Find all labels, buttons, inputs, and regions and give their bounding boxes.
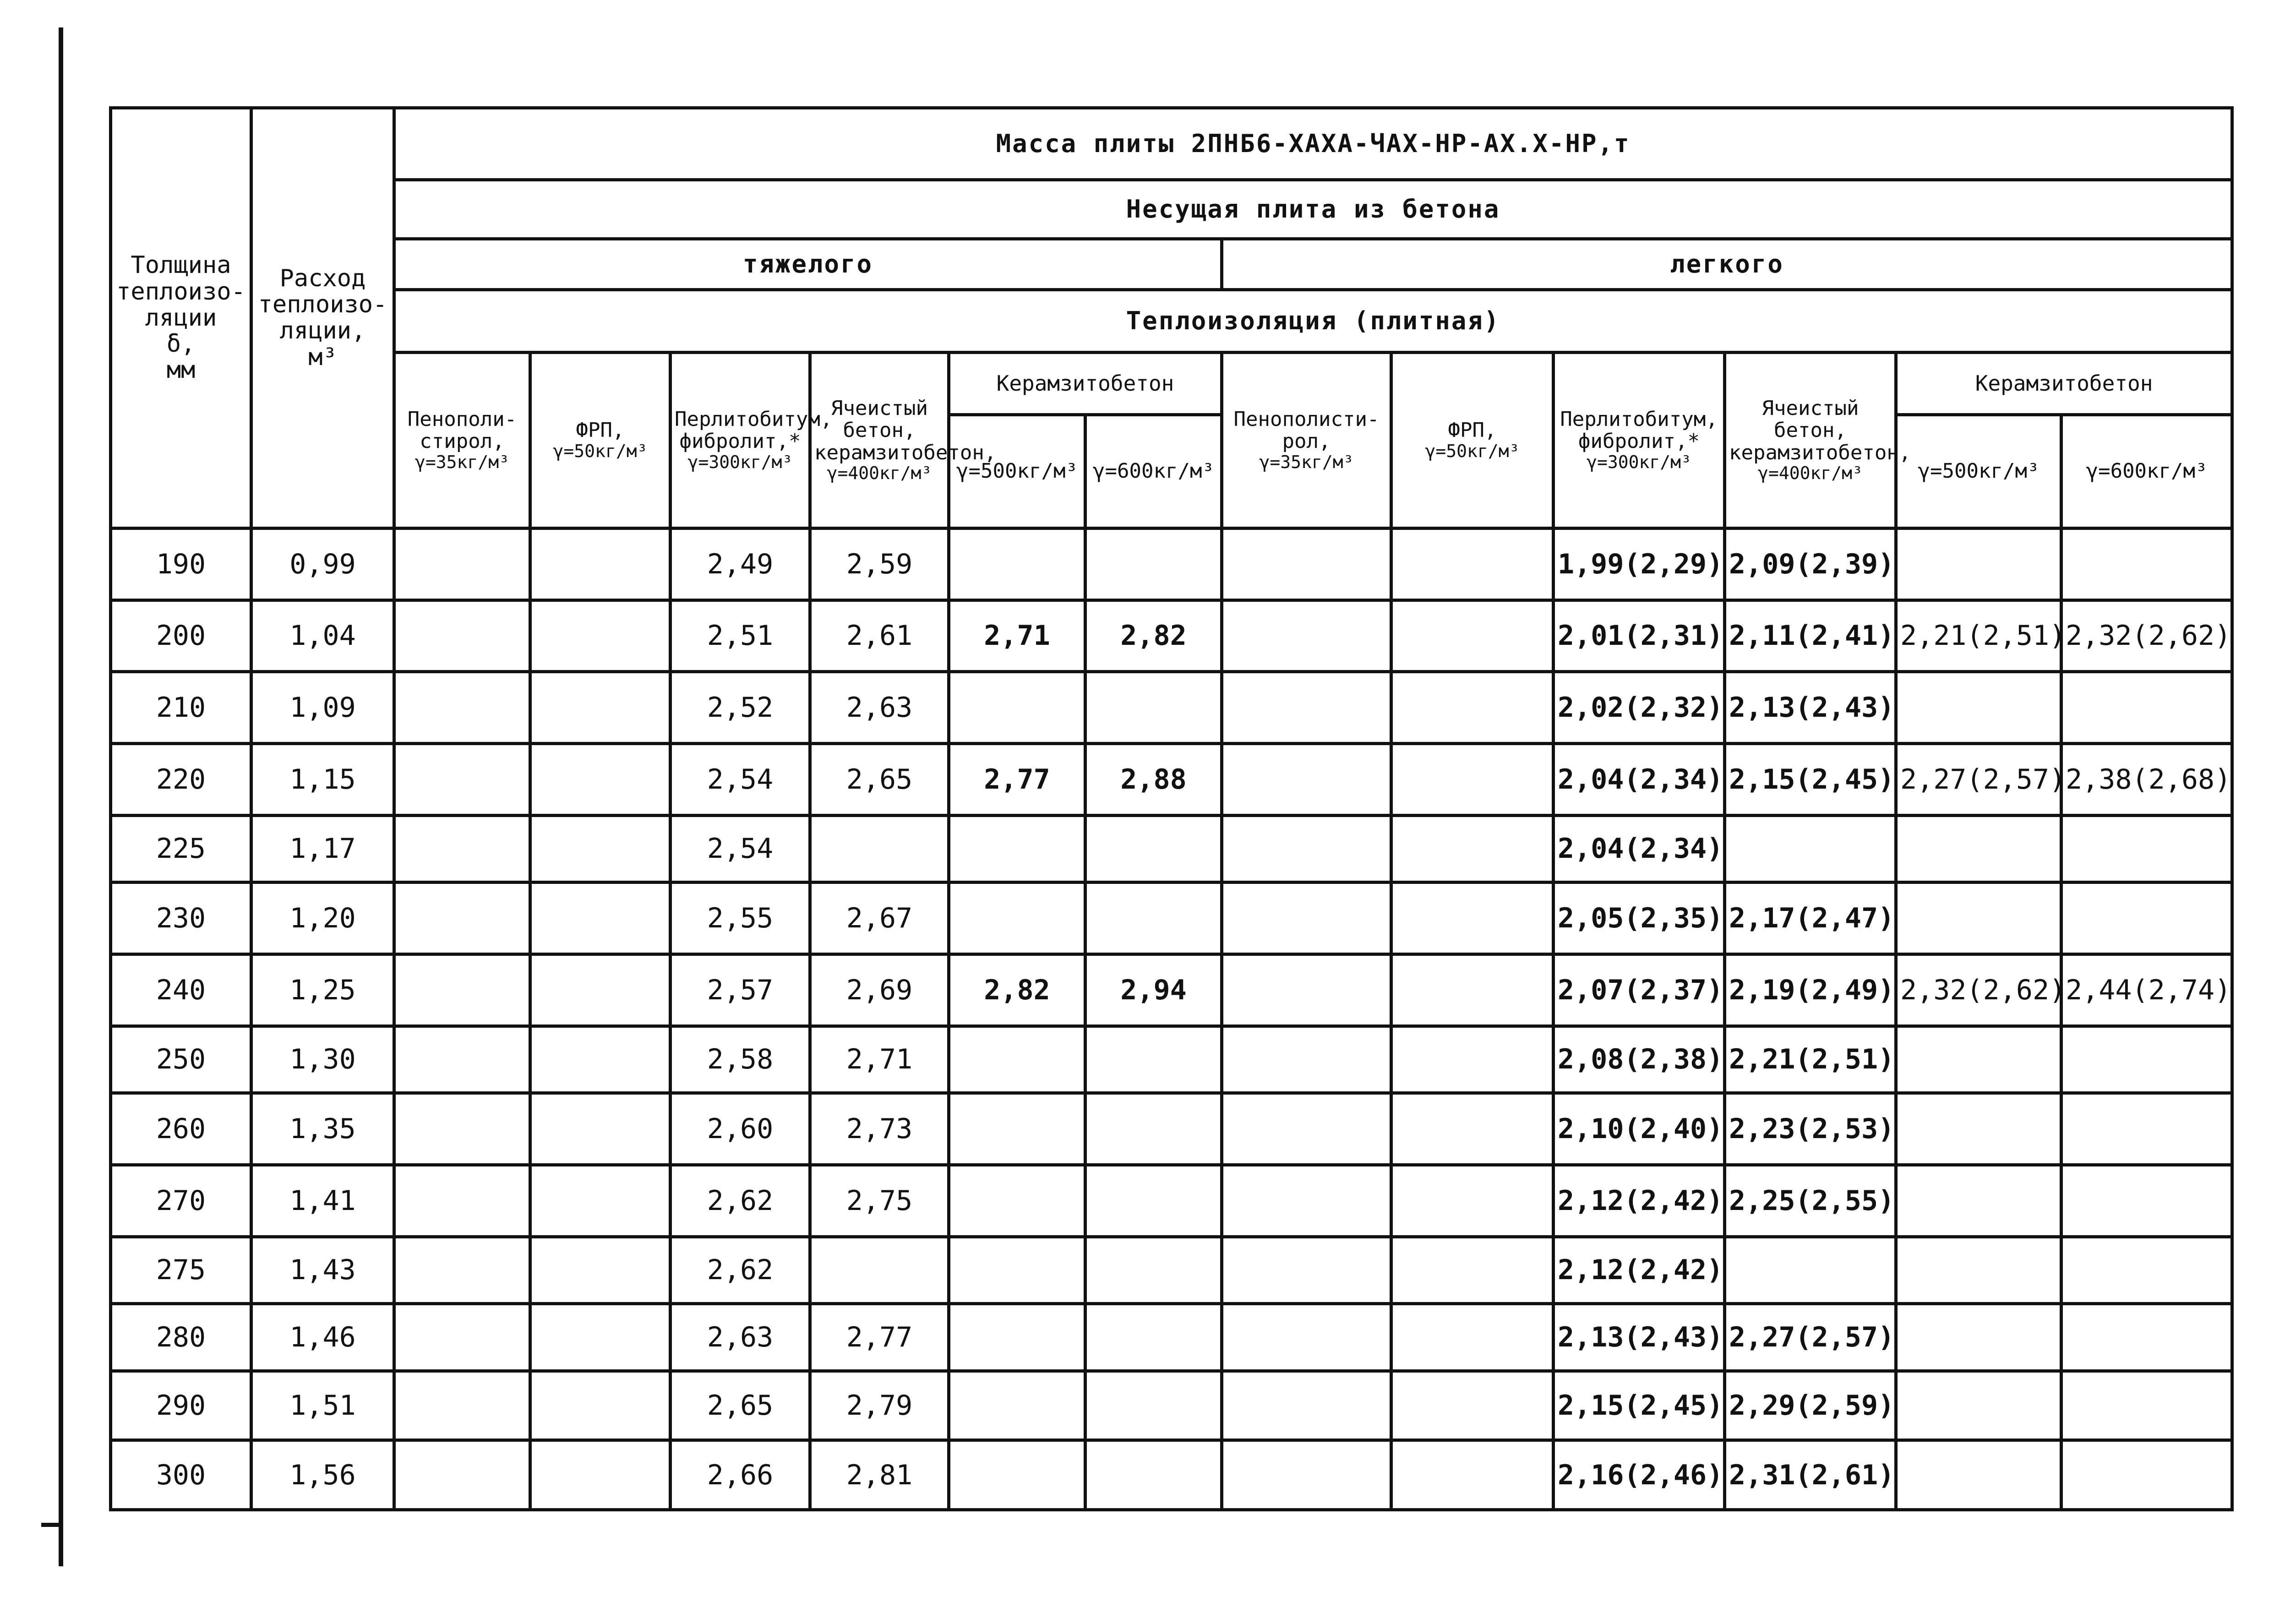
mass-cell: 2,55	[671, 883, 810, 954]
mass-cell	[2061, 1304, 2232, 1371]
bearing-slab-header: Несущая плита из бетона	[394, 180, 2232, 239]
mass-cell	[1222, 883, 1391, 954]
mass-cell	[810, 815, 949, 883]
mass-cell	[394, 1237, 530, 1304]
mass-cell	[394, 1026, 530, 1093]
mass-cell: 2,82	[949, 954, 1085, 1026]
mass-cell	[1391, 883, 1554, 954]
mass-cell	[1391, 1304, 1554, 1371]
mass-cell: 2,59	[810, 528, 949, 600]
mass-cell	[1896, 1165, 2061, 1237]
mass-cell	[1391, 600, 1554, 672]
mass-cell	[530, 1093, 671, 1165]
mass-cell: 2,71	[810, 1026, 949, 1093]
mass-cell: 2,31(2,61)	[1725, 1440, 1896, 1510]
mass-cell	[1222, 672, 1391, 744]
mass-cell: 2,27(2,57)	[1725, 1304, 1896, 1371]
mass-cell: 2,62	[671, 1165, 810, 1237]
mass-cell	[2061, 528, 2232, 600]
mass-cell: 2,08(2,38)	[1554, 1026, 1725, 1093]
mass-cell	[949, 1304, 1085, 1371]
mass-cell	[1896, 1026, 2061, 1093]
mass-cell	[1725, 1237, 1896, 1304]
mass-cell: 2,75	[810, 1165, 949, 1237]
mass-cell	[394, 1093, 530, 1165]
light-cellular-header: Ячеистый бетон, керамзитобетон, γ=400кг/м³	[1725, 352, 1896, 528]
mass-cell: 2,27(2,57)	[1896, 743, 2061, 815]
mass-cell: 2,81	[810, 1440, 949, 1510]
mass-cell: 2,12(2,42)	[1554, 1237, 1725, 1304]
mass-cell	[1222, 528, 1391, 600]
thickness-cell: 230	[111, 883, 251, 954]
thickness-cell: 270	[111, 1165, 251, 1237]
mass-cell	[1391, 954, 1554, 1026]
mass-cell: 2,58	[671, 1026, 810, 1093]
mass-cell: 2,73	[810, 1093, 949, 1165]
mass-cell	[1085, 1165, 1222, 1237]
mass-cell: 2,57	[671, 954, 810, 1026]
mass-cell: 2,10(2,40)	[1554, 1093, 1725, 1165]
mass-cell	[394, 1440, 530, 1510]
mass-cell	[1085, 1026, 1222, 1093]
mass-cell	[394, 1165, 530, 1237]
consumption-cell: 1,35	[251, 1093, 394, 1165]
mass-cell: 2,15(2,45)	[1554, 1371, 1725, 1440]
mass-table	[109, 106, 2234, 1511]
mass-cell	[1085, 883, 1222, 954]
consumption-cell: 1,51	[251, 1371, 394, 1440]
mass-cell	[530, 1026, 671, 1093]
mass-cell	[2061, 672, 2232, 744]
mass-cell	[1896, 1440, 2061, 1510]
mass-cell: 2,54	[671, 743, 810, 815]
heavy-concrete-header: тяжелого	[394, 239, 1222, 290]
mass-cell: 2,94	[1085, 954, 1222, 1026]
consumption-cell: 1,17	[251, 815, 394, 883]
consumption-cell: 1,15	[251, 743, 394, 815]
consumption-header: Расход теплоизо- ляции, м³	[251, 108, 394, 529]
mass-cell: 2,88	[1085, 743, 1222, 815]
mass-cell: 2,19(2,49)	[1725, 954, 1896, 1026]
table-row	[111, 672, 2232, 744]
thickness-cell: 220	[111, 743, 251, 815]
mass-cell: 2,32(2,62)	[1896, 954, 2061, 1026]
mass-cell	[394, 954, 530, 1026]
mass-cell: 2,09(2,39)	[1725, 528, 1896, 600]
mass-cell	[1222, 954, 1391, 1026]
thickness-cell: 275	[111, 1237, 251, 1304]
table-row	[111, 1304, 2232, 1371]
mass-cell: 2,79	[810, 1371, 949, 1440]
light-polystyrene-header: Пенополисти-рол, γ=35кг/м³	[1222, 352, 1391, 528]
mass-cell	[530, 1304, 671, 1371]
margin-tick	[41, 1523, 63, 1527]
light-perlite-header: Перлитобитум, фибролит,* γ=300кг/м³	[1554, 352, 1725, 528]
mass-cell: 2,02(2,32)	[1554, 672, 1725, 744]
mass-cell: 2,13(2,43)	[1554, 1304, 1725, 1371]
mass-cell	[1085, 528, 1222, 600]
mass-cell: 2,13(2,43)	[1725, 672, 1896, 744]
mass-cell	[1222, 743, 1391, 815]
mass-cell	[530, 672, 671, 744]
mass-cell	[1085, 815, 1222, 883]
mass-cell	[530, 883, 671, 954]
mass-cell	[394, 528, 530, 600]
mass-cell	[1896, 1237, 2061, 1304]
mass-cell	[949, 1165, 1085, 1237]
mass-cell	[530, 1440, 671, 1510]
mass-cell: 2,04(2,34)	[1554, 815, 1725, 883]
margin-line	[59, 27, 63, 1566]
mass-cell	[2061, 1237, 2232, 1304]
table-row	[111, 743, 2232, 815]
mass-cell	[1222, 1237, 1391, 1304]
table-row	[111, 883, 2232, 954]
mass-cell	[530, 1371, 671, 1440]
mass-cell: 2,25(2,55)	[1725, 1165, 1896, 1237]
mass-cell	[949, 1371, 1085, 1440]
consumption-cell: 1,09	[251, 672, 394, 744]
mass-cell	[394, 600, 530, 672]
mass-cell: 2,66	[671, 1440, 810, 1510]
mass-cell	[1222, 1304, 1391, 1371]
consumption-cell: 0,99	[251, 528, 394, 600]
consumption-cell: 1,04	[251, 600, 394, 672]
mass-cell	[1222, 1371, 1391, 1440]
consumption-cell: 1,46	[251, 1304, 394, 1371]
heavy-cellular-header: Ячеистый бетон, керамзитобетон, γ=400кг/м³	[810, 352, 949, 528]
mass-cell: 2,60	[671, 1093, 810, 1165]
thickness-cell: 280	[111, 1304, 251, 1371]
mass-cell	[1391, 1237, 1554, 1304]
mass-cell: 2,29(2,59)	[1725, 1371, 1896, 1440]
consumption-cell: 1,20	[251, 883, 394, 954]
mass-cell	[1391, 743, 1554, 815]
mass-cell	[2061, 1026, 2232, 1093]
mass-cell	[1391, 1026, 1554, 1093]
heavy-keramzit-500-header: γ=500кг/м³	[949, 415, 1085, 529]
consumption-cell: 1,56	[251, 1440, 394, 1510]
mass-cell	[1896, 1304, 2061, 1371]
mass-cell	[949, 815, 1085, 883]
light-frp-header: ФРП, γ=50кг/м³	[1391, 352, 1554, 528]
mass-cell: 2,38(2,68)	[2061, 743, 2232, 815]
mass-cell: 2,07(2,37)	[1554, 954, 1725, 1026]
thickness-cell: 260	[111, 1093, 251, 1165]
mass-cell	[1085, 1371, 1222, 1440]
heavy-perlite-header: Перлитобитум, фибролит,* γ=300кг/м³	[671, 352, 810, 528]
mass-cell: 2,77	[810, 1304, 949, 1371]
mass-cell	[394, 743, 530, 815]
mass-cell	[949, 1440, 1085, 1510]
mass-cell	[530, 1165, 671, 1237]
mass-cell	[1222, 1093, 1391, 1165]
mass-cell	[1222, 1440, 1391, 1510]
mass-cell	[2061, 1440, 2232, 1510]
mass-cell	[1896, 1093, 2061, 1165]
mass-cell	[530, 743, 671, 815]
mass-cell	[810, 1237, 949, 1304]
mass-cell	[1725, 815, 1896, 883]
table-row	[111, 1093, 2232, 1165]
mass-cell	[949, 1026, 1085, 1093]
mass-cell	[394, 1304, 530, 1371]
mass-cell: 2,44(2,74)	[2061, 954, 2232, 1026]
mass-cell: 2,63	[810, 672, 949, 744]
mass-cell	[1391, 1440, 1554, 1510]
mass-cell	[530, 815, 671, 883]
table-row	[111, 815, 2232, 883]
thickness-cell: 250	[111, 1026, 251, 1093]
consumption-cell: 1,43	[251, 1237, 394, 1304]
table-row	[111, 1440, 2232, 1510]
mass-cell: 2,63	[671, 1304, 810, 1371]
mass-cell	[1896, 1371, 2061, 1440]
table-row	[111, 1237, 2232, 1304]
mass-cell	[1222, 815, 1391, 883]
mass-cell	[949, 1237, 1085, 1304]
mass-cell	[530, 600, 671, 672]
consumption-cell: 1,25	[251, 954, 394, 1026]
mass-cell	[1391, 1165, 1554, 1237]
mass-cell: 2,62	[671, 1237, 810, 1304]
mass-cell	[1085, 672, 1222, 744]
heavy-keramzit-header: Керамзитобетон	[949, 352, 1222, 414]
mass-cell	[1896, 883, 2061, 954]
light-keramzit-500-header: γ=500кг/м³	[1896, 415, 2061, 529]
table-row	[111, 600, 2232, 672]
mass-cell	[394, 815, 530, 883]
mass-cell: 2,82	[1085, 600, 1222, 672]
mass-cell: 2,77	[949, 743, 1085, 815]
mass-cell: 2,61	[810, 600, 949, 672]
mass-title: Масса плиты 2ПНБ6-ХАХА-ЧАХ-НР-АХ.Х-НР,т	[394, 108, 2232, 180]
mass-cell: 2,04(2,34)	[1554, 743, 1725, 815]
heavy-keramzit-600-header: γ=600кг/м³	[1085, 415, 1222, 529]
consumption-cell: 1,41	[251, 1165, 394, 1237]
mass-cell: 2,51	[671, 600, 810, 672]
mass-cell	[394, 1371, 530, 1440]
heavy-polystyrene-header: Пенополи-стирол, γ=35кг/м³	[394, 352, 530, 528]
light-keramzit-600-header: γ=600кг/м³	[2061, 415, 2232, 529]
mass-cell	[1391, 1093, 1554, 1165]
thickness-header: Толщина теплоизо- ляции δ, мм	[111, 108, 251, 529]
mass-cell: 2,01(2,31)	[1554, 600, 1725, 672]
mass-cell: 2,05(2,35)	[1554, 883, 1725, 954]
mass-cell: 2,49	[671, 528, 810, 600]
mass-cell	[1222, 1165, 1391, 1237]
mass-cell: 2,15(2,45)	[1725, 743, 1896, 815]
mass-cell	[1085, 1237, 1222, 1304]
mass-cell: 2,54	[671, 815, 810, 883]
heavy-frp-header: ФРП, γ=50кг/м³	[530, 352, 671, 528]
insulation-header: Теплоизоляция (плитная)	[394, 290, 2232, 352]
mass-cell: 2,69	[810, 954, 949, 1026]
mass-cell: 2,12(2,42)	[1554, 1165, 1725, 1237]
mass-cell	[394, 672, 530, 744]
mass-cell: 2,32(2,62)	[2061, 600, 2232, 672]
light-keramzit-header: Керамзитобетон	[1896, 352, 2232, 414]
mass-cell	[1391, 1371, 1554, 1440]
table-row	[111, 954, 2232, 1026]
mass-cell	[1222, 600, 1391, 672]
mass-cell	[1085, 1440, 1222, 1510]
table-row	[111, 1026, 2232, 1093]
mass-cell: 2,21(2,51)	[1725, 1026, 1896, 1093]
mass-cell: 1,99(2,29)	[1554, 528, 1725, 600]
mass-cell	[949, 1093, 1085, 1165]
mass-cell: 2,65	[810, 743, 949, 815]
mass-cell	[949, 528, 1085, 600]
mass-cell: 2,67	[810, 883, 949, 954]
mass-cell	[2061, 815, 2232, 883]
mass-cell: 2,65	[671, 1371, 810, 1440]
mass-cell	[1085, 1304, 1222, 1371]
mass-cell	[1896, 528, 2061, 600]
table-row	[111, 528, 2232, 600]
thickness-cell: 290	[111, 1371, 251, 1440]
mass-cell: 2,21(2,51)	[1896, 600, 2061, 672]
mass-cell: 2,52	[671, 672, 810, 744]
table-row	[111, 1165, 2232, 1237]
mass-cell	[530, 528, 671, 600]
mass-cell	[1391, 528, 1554, 600]
mass-cell	[2061, 883, 2232, 954]
thickness-cell: 200	[111, 600, 251, 672]
mass-cell: 2,11(2,41)	[1725, 600, 1896, 672]
mass-cell	[530, 954, 671, 1026]
mass-cell	[949, 672, 1085, 744]
mass-cell: 2,71	[949, 600, 1085, 672]
thickness-cell: 240	[111, 954, 251, 1026]
thickness-cell: 300	[111, 1440, 251, 1510]
mass-cell	[1391, 672, 1554, 744]
mass-cell	[1896, 815, 2061, 883]
mass-cell	[1085, 1093, 1222, 1165]
mass-cell	[2061, 1093, 2232, 1165]
thickness-cell: 225	[111, 815, 251, 883]
mass-cell	[1391, 815, 1554, 883]
mass-cell	[949, 883, 1085, 954]
mass-cell: 2,23(2,53)	[1725, 1093, 1896, 1165]
mass-cell: 2,16(2,46)	[1554, 1440, 1725, 1510]
mass-cell	[394, 883, 530, 954]
thickness-cell: 190	[111, 528, 251, 600]
mass-cell	[1896, 672, 2061, 744]
light-concrete-header: легкого	[1222, 239, 2232, 290]
mass-cell	[2061, 1371, 2232, 1440]
mass-cell	[1222, 1026, 1391, 1093]
mass-cell	[530, 1237, 671, 1304]
thickness-cell: 210	[111, 672, 251, 744]
table-row	[111, 1371, 2232, 1440]
mass-cell: 2,17(2,47)	[1725, 883, 1896, 954]
mass-cell	[2061, 1165, 2232, 1237]
consumption-cell: 1,30	[251, 1026, 394, 1093]
